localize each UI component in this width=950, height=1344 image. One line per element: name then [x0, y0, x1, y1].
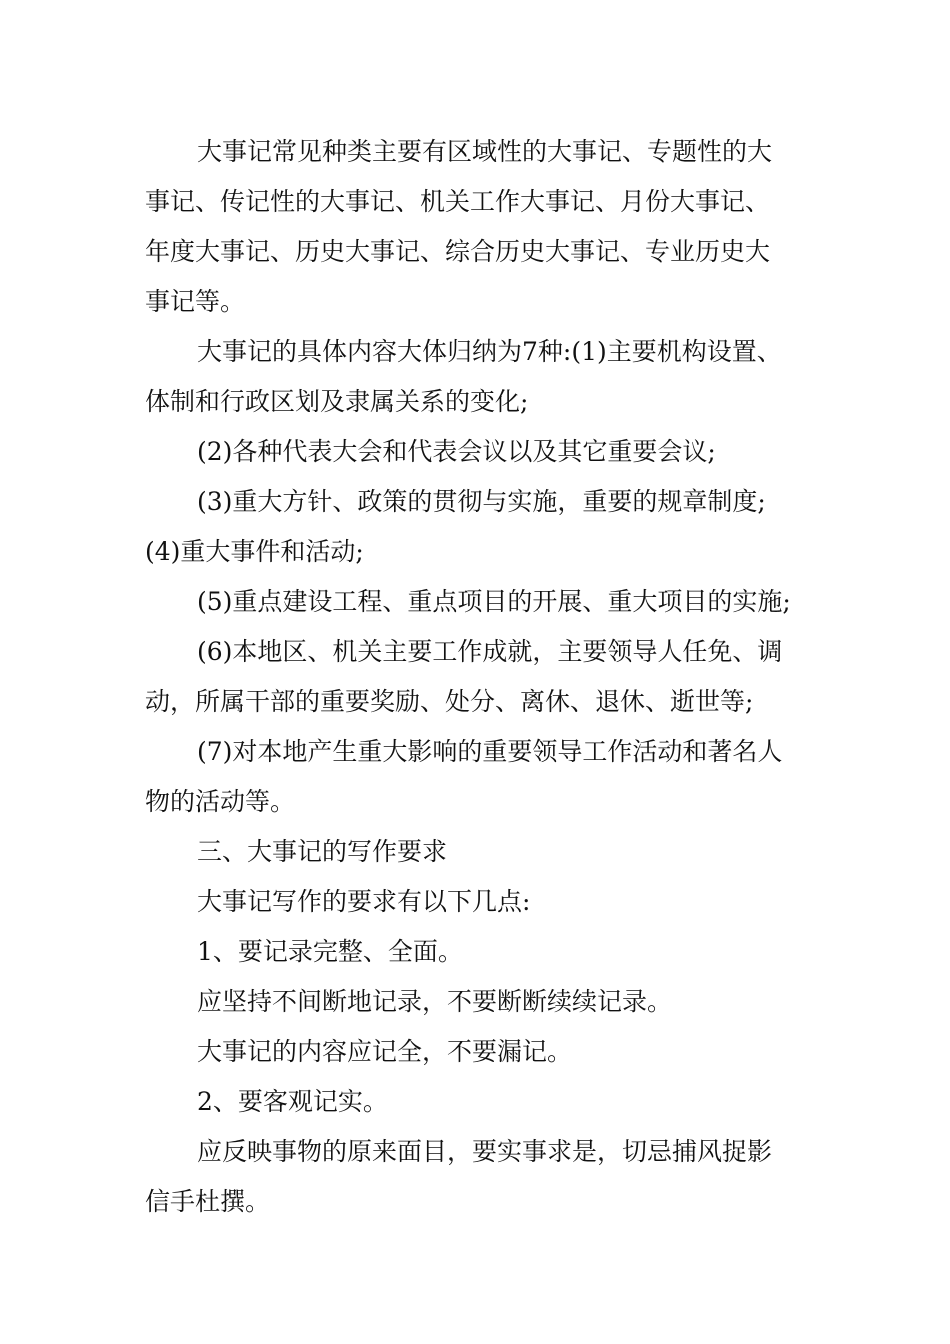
- text-line: (4)重大事件和活动;: [145, 537, 364, 566]
- text-line: 物的活动等。: [145, 787, 296, 816]
- text-line: (2)各种代表大会和代表会议以及其它重要会议;: [197, 437, 716, 466]
- text-line: (3)重大方针、政策的贯彻与实施，重要的规章制度;: [197, 487, 766, 516]
- text-line: 1、要记录完整、全面。: [197, 937, 463, 966]
- text-line: 事记、传记性的大事记、机关工作大事记、月份大事记、: [145, 187, 771, 216]
- text-line: 应反映事物的原来面目，要实事求是，切忌捕风捉影: [197, 1137, 773, 1166]
- text-line: 动，所属干部的重要奖励、处分、离休、退休、逝世等;: [145, 687, 754, 716]
- text-line: 大事记的内容应记全，不要漏记。: [197, 1037, 573, 1066]
- text-line: (7)对本地产生重大影响的重要领导工作活动和著名人: [197, 737, 783, 766]
- text-line: 大事记的具体内容大体归纳为7种:(1)主要机构设置、: [197, 337, 782, 366]
- text-line: 体制和行政区划及隶属关系的变化;: [145, 387, 529, 416]
- text-line: 信手杜撰。: [145, 1187, 271, 1216]
- text-line: 大事记写作的要求有以下几点:: [197, 887, 531, 916]
- text-line: 大事记常见种类主要有区域性的大事记、专题性的大: [197, 137, 773, 166]
- text-line: 2、要客观记实。: [197, 1087, 388, 1116]
- text-line: (6)本地区、机关主要工作成就，主要领导人任免、调: [197, 637, 783, 666]
- text-line: 应坚持不间断地记录，不要断断续续记录。: [197, 987, 673, 1016]
- section-heading: 三、大事记的写作要求: [197, 837, 448, 866]
- text-line: (5)重点建设工程、重点项目的开展、重大项目的实施;: [197, 587, 791, 616]
- text-line: 事记等。: [145, 287, 246, 316]
- text-line: 年度大事记、历史大事记、综合历史大事记、专业历史大: [145, 237, 771, 266]
